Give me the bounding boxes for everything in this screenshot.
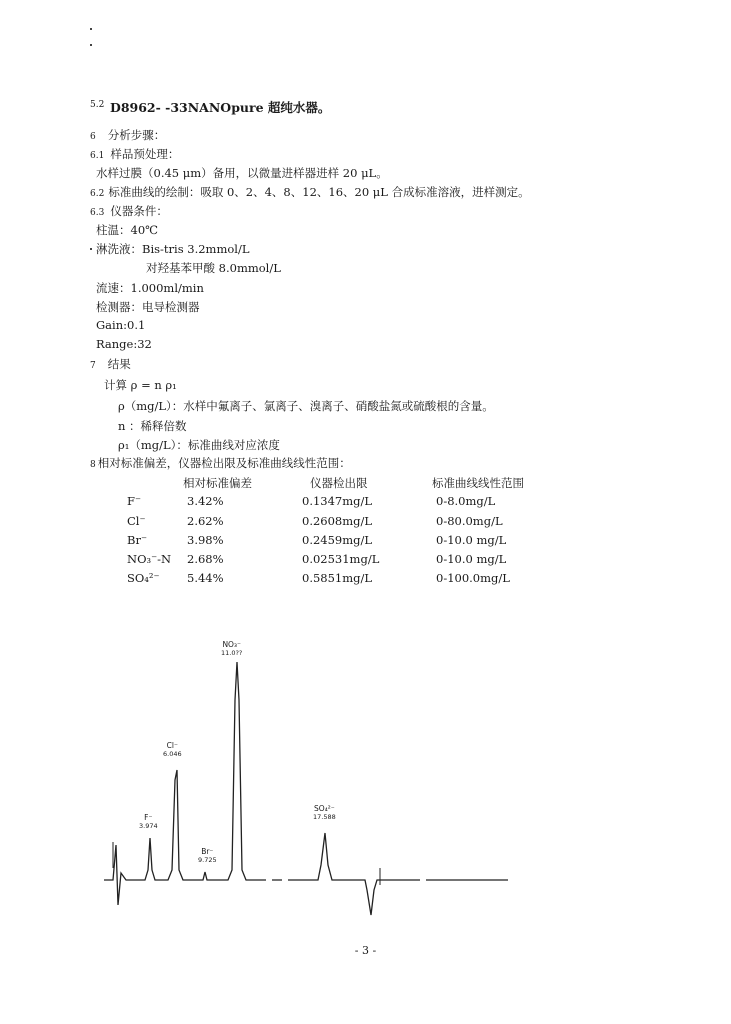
table-cell-limit: 0.2459mg/L <box>302 533 373 547</box>
peak-time: 6.046 <box>163 750 182 758</box>
table-cell-ion: NO₃⁻-N <box>127 552 172 566</box>
table-cell-rsd: 3.42% <box>187 494 224 508</box>
peak-ion: Cl⁻ <box>166 741 178 750</box>
peak-label-sulfate <box>313 804 336 822</box>
line-column-temp: 柱温：40℃ <box>96 223 158 237</box>
line-flow: 流速：1.000ml/min <box>96 281 204 295</box>
line-marker: 7 <box>90 361 96 371</box>
table-cell-limit: 0.1347mg/L <box>302 494 373 508</box>
table-cell-range: 0-80.0mg/L <box>436 514 503 528</box>
line-eluent: 淋洗液：Bis-tris 3.2mmol/L <box>96 242 250 256</box>
peak-time: 9.725 <box>198 856 217 864</box>
table-cell-rsd: 2.68% <box>187 552 224 566</box>
peak-ion: NO₃⁻ <box>222 640 241 649</box>
table-cell-limit: 0.02531mg/L <box>302 552 380 566</box>
peak-time: 11.0?? <box>221 649 243 657</box>
table-header-detection-limit: 仪器检出限 <box>310 476 368 490</box>
line-text: 相对标准偏差，仪器检出限及标准曲线线性范围： <box>97 456 351 470</box>
page-number: - 3 - <box>354 944 377 957</box>
scan-speck <box>90 28 92 30</box>
peak-ion: F⁻ <box>144 813 153 822</box>
line-marker: 8 <box>90 460 96 470</box>
table-cell-ion: SO₄²⁻ <box>127 571 160 585</box>
table-cell-range: 0-8.0mg/L <box>436 494 496 508</box>
scan-speck <box>90 248 92 250</box>
line-range: Range:32 <box>96 337 152 351</box>
peak-ion: Br⁻ <box>201 847 214 856</box>
line-gain: Gain:0.1 <box>96 318 146 332</box>
steps-marker: 6 <box>90 132 96 142</box>
table-cell-limit: 0.2608mg/L <box>302 514 373 528</box>
equipment-title: D8962- -33NANOpure 超纯水器。 <box>110 100 331 115</box>
line-text: 标准曲线的绘制：吸取 0、2、4、8、12、16、20 μL 合成标准溶液，进样测定。 <box>108 185 530 199</box>
peak-time: 3.974 <box>139 822 158 830</box>
table-header-rsd: 相对标准偏差 <box>183 476 252 490</box>
table-cell-rsd: 3.98% <box>187 533 224 547</box>
peak-label-fluoride <box>139 813 158 831</box>
line-filter: 水样过膜（0.45 μm）备用，以微量进样器进样 20 μL。 <box>96 166 388 180</box>
table-cell-range: 0-100.0mg/L <box>436 571 510 585</box>
marker-text: 5.2 <box>90 100 105 110</box>
line-marker: 6.1 <box>90 151 105 161</box>
peak-label-nitrate <box>221 640 242 658</box>
line-detector: 检测器：电导检测器 <box>96 300 200 314</box>
table-cell-ion: Br⁻ <box>127 533 148 547</box>
table-cell-rsd: 2.62% <box>187 514 224 528</box>
table-header-linear-range: 标准曲线线性范围 <box>432 476 524 490</box>
table-cell-range: 0-10.0 mg/L <box>436 552 507 566</box>
steps-heading-text: 分析步骤： <box>107 128 166 142</box>
table-cell-ion: Cl⁻ <box>127 514 146 528</box>
table-cell-ion: F⁻ <box>127 494 142 508</box>
peak-time: 17.588 <box>313 813 336 821</box>
line-eluent-2: 对羟基苯甲酸 8.0mmol/L <box>146 261 281 275</box>
line-text: 仪器条件： <box>110 204 168 218</box>
peak-ion: SO₄²⁻ <box>314 804 335 813</box>
peak-label-chloride <box>163 741 182 759</box>
table-cell-rsd: 5.44% <box>187 571 224 585</box>
line-marker: 6.2 <box>90 189 105 199</box>
table-cell-range: 0-10.0 mg/L <box>436 533 507 547</box>
line-marker: 6.3 <box>90 208 105 218</box>
table-cell-limit: 0.5851mg/L <box>302 571 373 585</box>
line-text: 结果 <box>107 357 131 371</box>
line-n-def: n ：稀释倍数 <box>118 419 187 433</box>
chromatogram-baseline <box>104 662 508 915</box>
line-text: 样品预处理： <box>110 147 180 161</box>
peak-label-bromide <box>198 847 217 865</box>
line-formula: 计算 ρ = n ρ₁ <box>104 378 177 392</box>
line-rho1-def: ρ₁（mg/L）：标准曲线对应浓度 <box>118 438 280 452</box>
scan-speck <box>90 44 92 46</box>
line-rho-def: ρ（mg/L）：水样中氟离子、氯离子、溴离子、硝酸盐氮或硫酸根的含量。 <box>118 399 494 413</box>
